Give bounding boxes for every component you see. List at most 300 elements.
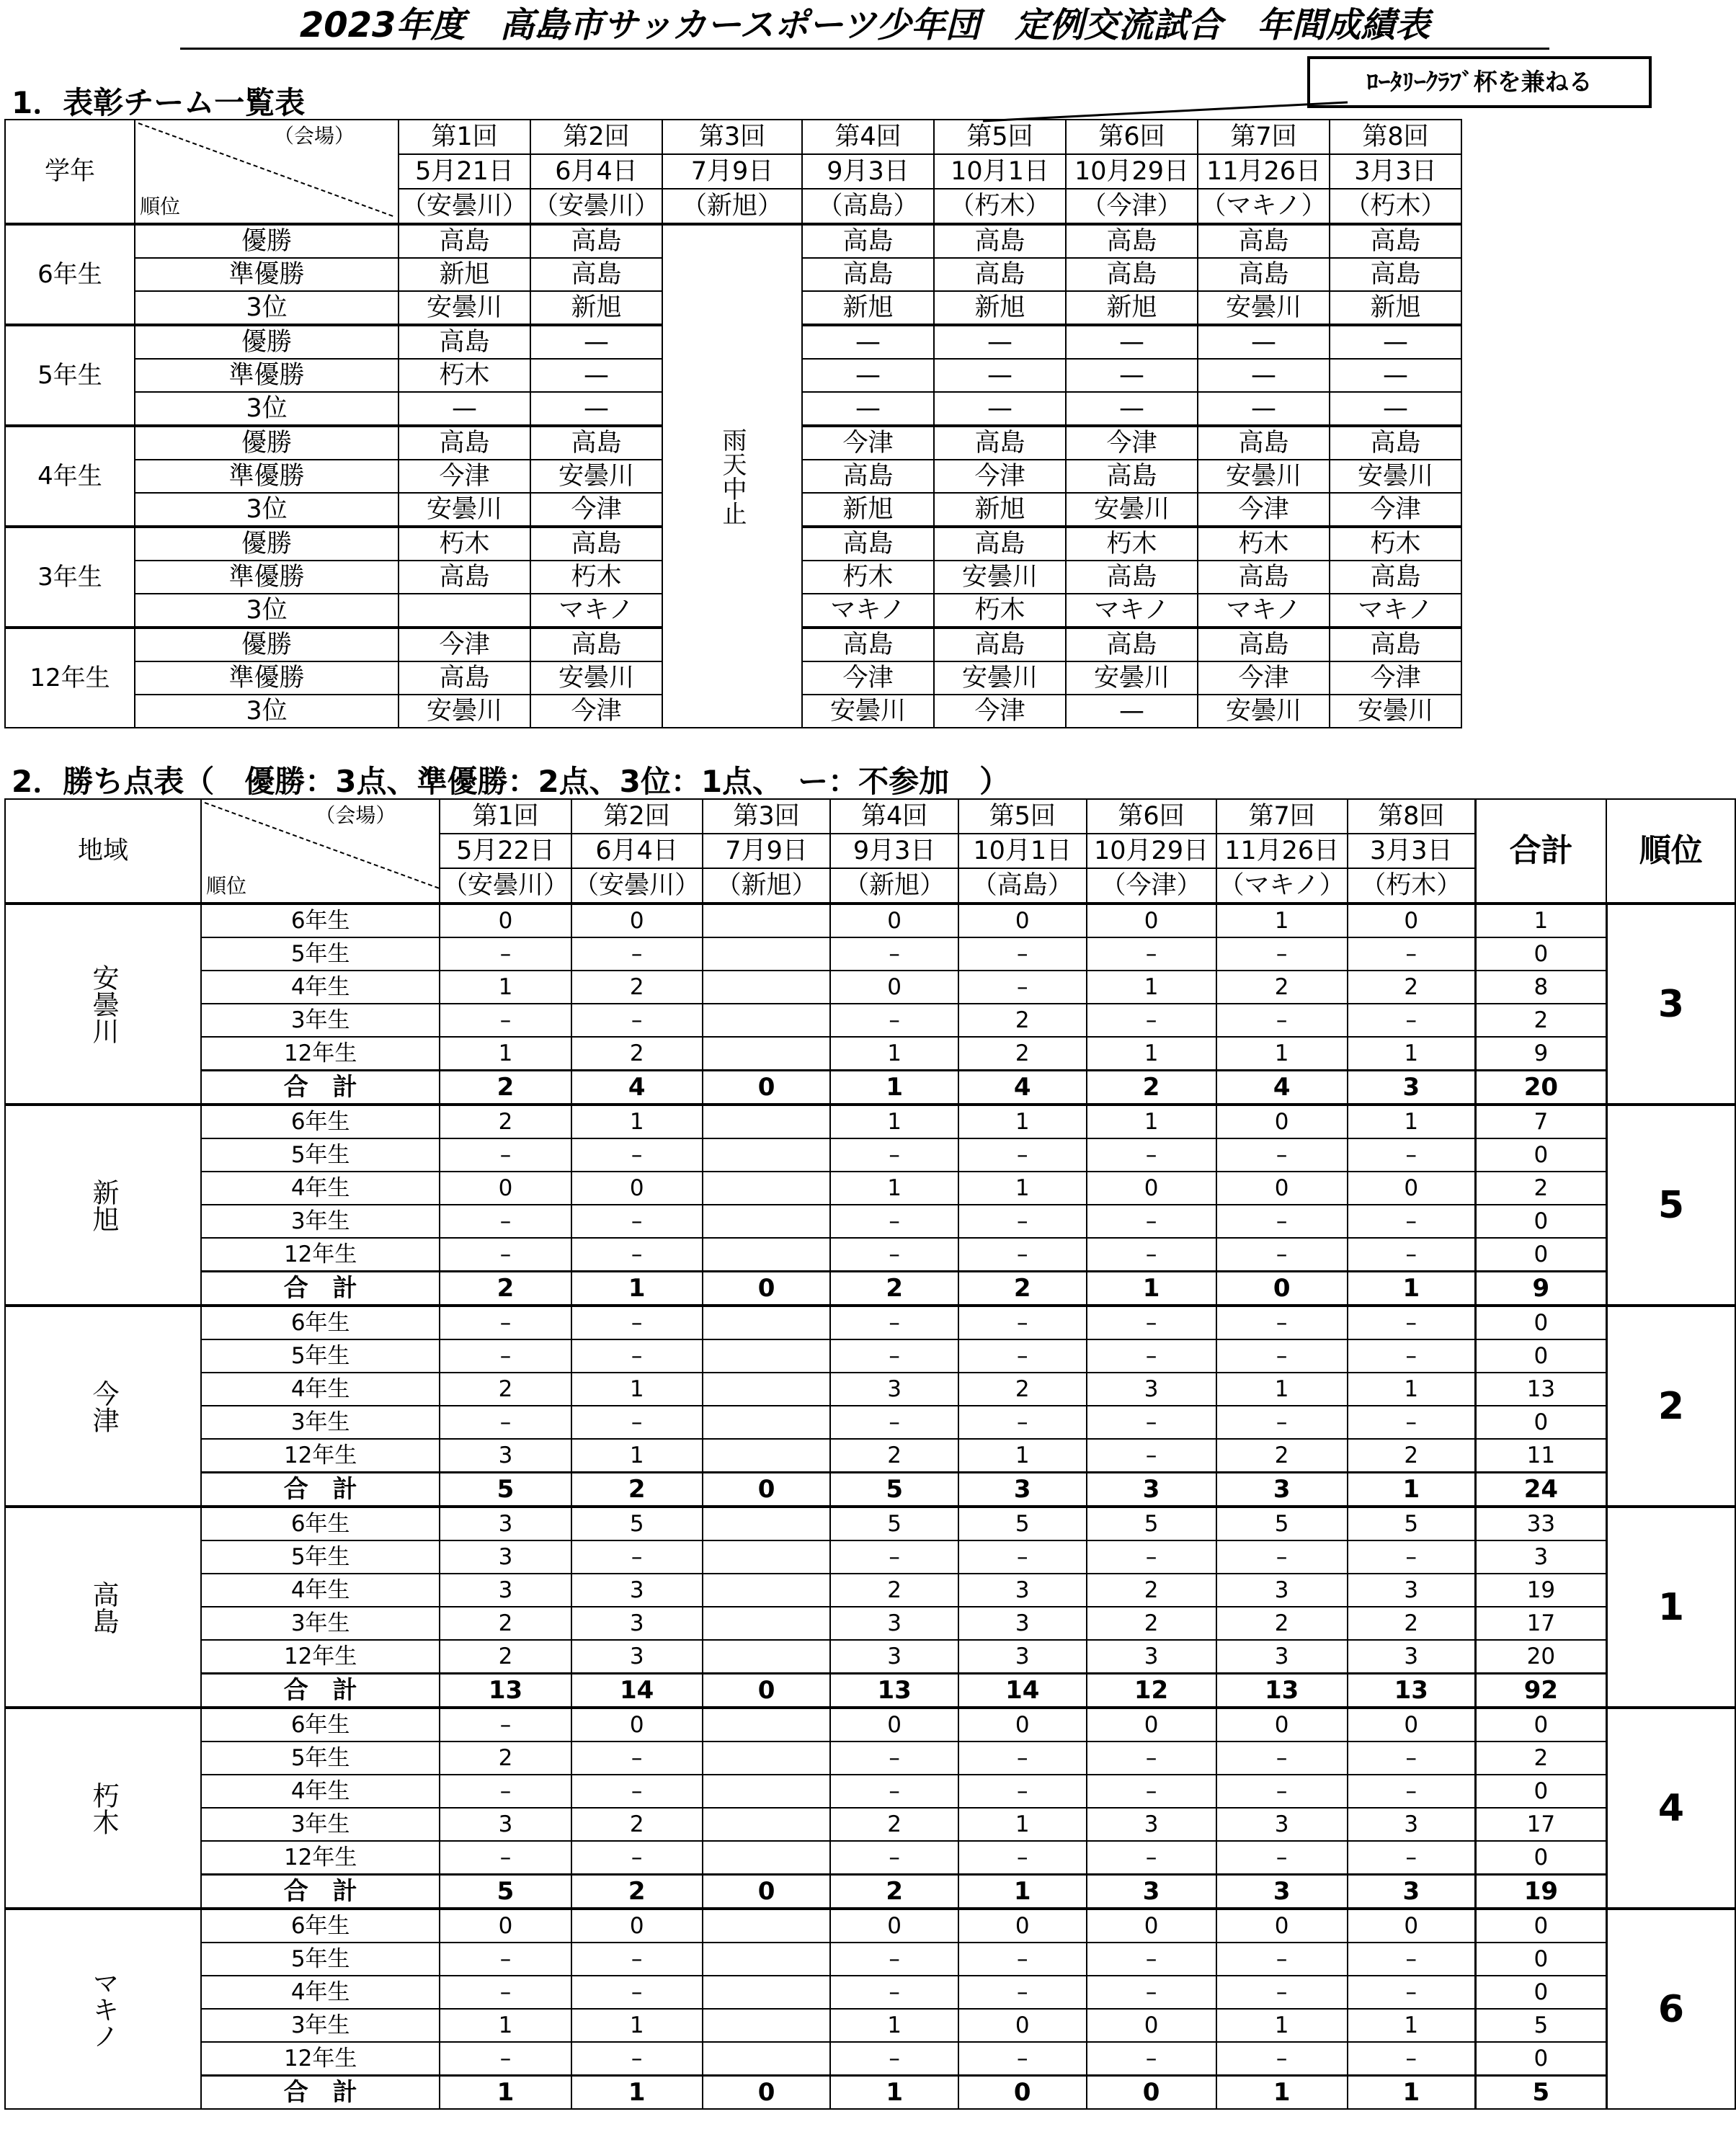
point-cell: 2 (1216, 971, 1348, 1004)
round-date: 9月3日 (802, 154, 934, 189)
point-cell: – (571, 1976, 703, 2009)
point-cell: – (1087, 937, 1216, 971)
point-cell: 5 (1216, 1507, 1348, 1540)
point-cell: – (830, 1841, 958, 1875)
point-cell: – (958, 1775, 1087, 1808)
grade-cell: 5年生 (201, 1742, 440, 1775)
point-cell: – (830, 1540, 958, 1574)
winner-cell: — (1330, 325, 1461, 359)
winner-cell: マキノ (1066, 594, 1198, 628)
points-row (5, 1339, 1735, 1373)
point-cell: 0 (440, 1909, 571, 1943)
sum-cell: 5 (440, 1875, 571, 1909)
winner-cell: 今津 (530, 493, 662, 527)
point-cell: 2 (440, 1607, 571, 1640)
point-cell: – (830, 937, 958, 971)
point-cell: 2 (440, 1640, 571, 1674)
row-total-cell: 0 (1475, 1943, 1606, 1976)
point-cell: 0 (1216, 1909, 1348, 1943)
winner-cell: 高島 (1330, 258, 1461, 291)
grade-cell: 4年生 (201, 1373, 440, 1406)
point-cell: 0 (1216, 1105, 1348, 1138)
venue-label: （会場） (315, 803, 396, 827)
point-cell: 0 (1087, 1708, 1216, 1742)
round-date: 5月22日 (440, 834, 571, 868)
sum-label: 合 計 (201, 1875, 440, 1909)
round-venue: （朽木） (934, 189, 1066, 224)
point-cell: 3 (830, 1373, 958, 1406)
point-cell: 0 (1087, 1909, 1216, 1943)
point-cell: – (1087, 1339, 1216, 1373)
place-cell: 優勝 (135, 527, 399, 561)
point-cell (703, 2042, 831, 2076)
points-row (5, 1105, 1735, 1138)
row-total-cell: 0 (1475, 1306, 1606, 1339)
grade-cell: 12年生 (201, 2042, 440, 2076)
point-cell: – (571, 1943, 703, 1976)
point-cell: – (571, 1406, 703, 1439)
winner-cell: マキノ (802, 594, 934, 628)
winner-cell: 安曇川 (399, 493, 530, 527)
point-cell: – (1216, 1742, 1348, 1775)
sum-cell: 1 (1087, 1272, 1216, 1306)
point-cell: – (1216, 937, 1348, 971)
point-cell: – (440, 1238, 571, 1272)
point-cell: – (571, 1138, 703, 1172)
grand-total-cell: 24 (1475, 1473, 1606, 1507)
winner-cell: — (1066, 325, 1198, 359)
grade-cell: 4年生 (201, 1976, 440, 2009)
points-row (5, 937, 1735, 971)
rank-cell: 4 (1606, 1708, 1735, 1909)
winner-cell: — (934, 359, 1066, 392)
total-header: 合計 (1475, 799, 1606, 904)
point-cell: 2 (830, 1808, 958, 1841)
round-venue: （マキノ） (1198, 189, 1330, 224)
rank-cell: 5 (1606, 1105, 1735, 1306)
point-cell: 1 (1216, 904, 1348, 937)
grand-total-cell: 5 (1475, 2076, 1606, 2110)
place-cell: 準優勝 (135, 359, 399, 392)
winner-cell: 今津 (1066, 426, 1198, 460)
winner-cell: 新旭 (802, 291, 934, 325)
round-date: 10月29日 (1066, 154, 1198, 189)
row-total-cell: 2 (1475, 1004, 1606, 1037)
round-date: 6月4日 (530, 154, 662, 189)
round-no: 第6回 (1066, 120, 1198, 154)
round-date: 11月26日 (1216, 834, 1348, 868)
point-cell: – (1216, 1138, 1348, 1172)
point-cell (703, 1574, 831, 1607)
point-cell (703, 937, 831, 971)
point-cell: 1 (571, 1105, 703, 1138)
point-cell: 3 (440, 1507, 571, 1540)
award-table (4, 119, 1462, 728)
point-cell: – (1348, 1742, 1476, 1775)
point-cell: – (440, 1406, 571, 1439)
winner-cell: 安曇川 (934, 561, 1066, 594)
points-row (5, 1406, 1735, 1439)
corner-cell (201, 799, 440, 904)
round-venue: （朽木） (1348, 868, 1476, 904)
point-cell: 2 (958, 1373, 1087, 1406)
point-cell: 0 (1087, 904, 1216, 937)
rank-header: 順位 (1606, 799, 1735, 904)
row-total-cell: 3 (1475, 1540, 1606, 1574)
point-cell: 1 (1216, 1373, 1348, 1406)
point-cell: 2 (1216, 1607, 1348, 1640)
point-cell: – (1216, 1943, 1348, 1976)
points-row (5, 1742, 1735, 1775)
sum-row (5, 1272, 1735, 1306)
row-total-cell: 0 (1475, 1238, 1606, 1272)
point-cell: – (830, 2042, 958, 2076)
round-date: 10月1日 (934, 154, 1066, 189)
sum-cell: 1 (1348, 2076, 1476, 2110)
point-cell: – (830, 1943, 958, 1976)
point-cell: – (571, 1339, 703, 1373)
sum-label: 合 計 (201, 1473, 440, 1507)
row-total-cell: 8 (1475, 971, 1606, 1004)
winner-cell: 新旭 (1330, 291, 1461, 325)
winner-cell: — (1066, 359, 1198, 392)
row-total-cell: 0 (1475, 1138, 1606, 1172)
round-no: 第4回 (802, 120, 934, 154)
sum-cell: 0 (703, 1473, 831, 1507)
place-cell: 優勝 (135, 325, 399, 359)
winner-cell: 朽木 (1198, 527, 1330, 561)
sum-cell: 13 (440, 1674, 571, 1708)
rain-cancel-cell: 雨天中止 (662, 224, 802, 728)
winner-cell: — (399, 392, 530, 426)
rotary-note: ﾛｰﾀﾘｰｸﾗﾌﾞ杯を兼ねる (1307, 56, 1652, 108)
point-cell: – (830, 1406, 958, 1439)
row-total-cell: 0 (1475, 1708, 1606, 1742)
points-row (5, 904, 1735, 937)
point-cell: 0 (830, 1708, 958, 1742)
points-table (4, 798, 1736, 2110)
row-total-cell: 9 (1475, 1037, 1606, 1071)
point-cell: 5 (1348, 1507, 1476, 1540)
point-cell: 1 (1348, 1105, 1476, 1138)
winner-cell: 朽木 (934, 594, 1066, 628)
point-cell: – (958, 971, 1087, 1004)
round-no: 第2回 (530, 120, 662, 154)
point-cell: – (1216, 1306, 1348, 1339)
point-cell (703, 1708, 831, 1742)
winner-cell: 安曇川 (1330, 460, 1461, 493)
row-total-cell: 2 (1475, 1742, 1606, 1775)
winner-cell: 朽木 (802, 561, 934, 594)
point-cell: 2 (830, 1439, 958, 1473)
place-cell: 3位 (135, 695, 399, 728)
venue-label: （会場） (273, 124, 355, 148)
point-cell (703, 1238, 831, 1272)
row-total-cell: 0 (1475, 1909, 1606, 1943)
winner-cell: 今津 (1330, 493, 1461, 527)
point-cell: – (830, 1205, 958, 1238)
winner-cell: 高島 (934, 258, 1066, 291)
point-cell: 3 (440, 1439, 571, 1473)
sum-label: 合 計 (201, 1071, 440, 1105)
round-date: 7月9日 (662, 154, 802, 189)
point-cell: – (830, 1742, 958, 1775)
point-cell (703, 1640, 831, 1674)
winner-cell: 高島 (1066, 628, 1198, 661)
points-row (5, 1607, 1735, 1640)
point-cell: 2 (1087, 1607, 1216, 1640)
point-cell (703, 1439, 831, 1473)
winner-cell: 高島 (934, 426, 1066, 460)
place-cell: 準優勝 (135, 661, 399, 695)
round-no: 第7回 (1216, 799, 1348, 834)
point-cell: 1 (958, 1105, 1087, 1138)
point-cell (703, 1540, 831, 1574)
point-cell: – (1348, 1238, 1476, 1272)
point-cell: – (1216, 1976, 1348, 2009)
winner-cell: 新旭 (934, 291, 1066, 325)
row-total-cell: 0 (1475, 1976, 1606, 2009)
point-cell (703, 2009, 831, 2042)
point-cell: – (1348, 1205, 1476, 1238)
points-row (5, 1808, 1735, 1841)
region-cell: マキノ (5, 1909, 201, 2109)
place-cell: 優勝 (135, 628, 399, 661)
winner-cell: 高島 (1066, 561, 1198, 594)
grade-cell: 3年生 (201, 1004, 440, 1037)
grade-cell: 5年生 (201, 1943, 440, 1976)
point-cell: – (440, 1775, 571, 1808)
winner-cell: 高島 (399, 426, 530, 460)
point-cell: – (1087, 1439, 1216, 1473)
sum-cell: 3 (958, 1473, 1087, 1507)
round-no: 第4回 (830, 799, 958, 834)
winner-cell: 今津 (802, 426, 934, 460)
point-cell: – (571, 1742, 703, 1775)
point-cell: – (571, 1841, 703, 1875)
grade-cell: 6年生 (201, 1708, 440, 1742)
row-total-cell: 20 (1475, 1640, 1606, 1674)
row-total-cell: 13 (1475, 1373, 1606, 1406)
row-total-cell: 1 (1475, 904, 1606, 937)
round-no: 第3回 (662, 120, 802, 154)
point-cell: – (958, 1138, 1087, 1172)
point-cell (703, 1306, 831, 1339)
point-cell: 2 (1348, 1607, 1476, 1640)
award-row (5, 224, 1461, 258)
point-cell: 0 (571, 1172, 703, 1205)
winner-cell: 朽木 (399, 527, 530, 561)
winner-cell: 高島 (1330, 426, 1461, 460)
place-cell: 準優勝 (135, 561, 399, 594)
winner-cell: 安曇川 (1198, 291, 1330, 325)
point-cell: – (958, 1540, 1087, 1574)
point-cell: – (571, 1306, 703, 1339)
rank-cell: 3 (1606, 904, 1735, 1105)
region-cell: 安曇川 (5, 904, 201, 1105)
grade-cell: 6年生 (201, 1507, 440, 1540)
point-cell: 5 (958, 1507, 1087, 1540)
points-row (5, 1238, 1735, 1272)
point-cell: – (1087, 1841, 1216, 1875)
sum-cell: 2 (1087, 1071, 1216, 1105)
sum-cell: 4 (958, 1071, 1087, 1105)
point-cell: 1 (1087, 1037, 1216, 1071)
point-cell: – (571, 1238, 703, 1272)
points-row (5, 1004, 1735, 1037)
grade-cell: 6年生 (201, 904, 440, 937)
sum-cell: 5 (440, 1473, 571, 1507)
point-cell: – (958, 1406, 1087, 1439)
point-cell (703, 1607, 831, 1640)
grade-cell: 12年生 (201, 1238, 440, 1272)
point-cell: 0 (958, 2009, 1087, 2042)
point-cell (703, 1339, 831, 1373)
section2-title: 2．勝ち点表（ 優勝：3点、準優勝：2点、3位：1点、 ー：不参加 ） (12, 764, 1010, 799)
sum-cell: 0 (1087, 2076, 1216, 2110)
point-cell: – (1216, 1339, 1348, 1373)
award-header-row (5, 120, 1461, 154)
grade-cell: 6年生 (201, 1306, 440, 1339)
point-cell: – (1087, 1976, 1216, 2009)
grade-cell: 5年生 (201, 1540, 440, 1574)
point-cell (703, 1373, 831, 1406)
point-cell: – (1348, 1004, 1476, 1037)
row-total-cell: 2 (1475, 1172, 1606, 1205)
points-row (5, 1943, 1735, 1976)
point-cell: – (1216, 1238, 1348, 1272)
points-row (5, 1306, 1735, 1339)
point-cell: 2 (1216, 1439, 1348, 1473)
sum-cell: 1 (958, 1875, 1087, 1909)
row-total-cell: 0 (1475, 937, 1606, 971)
rank-cell: 6 (1606, 1909, 1735, 2109)
point-cell: 1 (958, 1172, 1087, 1205)
winner-cell: 高島 (399, 325, 530, 359)
grade-cell: 4年生 (201, 1172, 440, 1205)
winner-cell: 朽木 (530, 561, 662, 594)
winner-cell: 高島 (1066, 258, 1198, 291)
sum-cell: 2 (571, 1473, 703, 1507)
point-cell: 0 (1348, 1909, 1476, 1943)
point-cell: – (440, 1708, 571, 1742)
round-venue: （朽木） (1330, 189, 1461, 224)
round-date: 3月3日 (1330, 154, 1461, 189)
point-cell: 1 (830, 2009, 958, 2042)
winner-cell: 高島 (530, 224, 662, 258)
winner-cell: 高島 (934, 527, 1066, 561)
winner-cell: — (802, 359, 934, 392)
sum-cell: 13 (1216, 1674, 1348, 1708)
winner-cell: — (1198, 325, 1330, 359)
point-cell: 5 (1087, 1507, 1216, 1540)
region-cell: 今津 (5, 1306, 201, 1507)
point-cell (703, 1808, 831, 1841)
winner-cell: 安曇川 (399, 291, 530, 325)
grade-cell: 4年生 (201, 1574, 440, 1607)
point-cell: 3 (1348, 1574, 1476, 1607)
point-cell: – (1087, 1205, 1216, 1238)
row-total-cell: 0 (1475, 1406, 1606, 1439)
winner-cell: 高島 (1330, 561, 1461, 594)
sum-cell: 3 (1348, 1875, 1476, 1909)
sum-cell: 4 (1216, 1071, 1348, 1105)
point-cell (703, 1909, 831, 1943)
winner-cell: 今津 (1330, 661, 1461, 695)
point-cell: 3 (1216, 1640, 1348, 1674)
grade-cell: 4年生 (5, 426, 135, 527)
point-cell: 2 (440, 1373, 571, 1406)
point-cell: 1 (571, 2009, 703, 2042)
winner-cell: — (1198, 392, 1330, 426)
point-cell: – (440, 937, 571, 971)
round-venue: （安曇川） (440, 868, 571, 904)
grade-cell: 3年生 (201, 1205, 440, 1238)
point-cell: 3 (1216, 1574, 1348, 1607)
point-cell: 0 (1216, 1172, 1348, 1205)
winner-cell: 安曇川 (1330, 695, 1461, 728)
point-cell (703, 1976, 831, 2009)
point-cell: – (958, 1943, 1087, 1976)
sum-label: 合 計 (201, 1674, 440, 1708)
winner-cell: 今津 (934, 460, 1066, 493)
region-cell: 朽木 (5, 1708, 201, 1909)
point-cell: 1 (830, 1105, 958, 1138)
sum-cell: 14 (958, 1674, 1087, 1708)
winner-cell: 安曇川 (934, 661, 1066, 695)
point-cell: – (830, 1306, 958, 1339)
point-cell: 3 (958, 1607, 1087, 1640)
point-cell: – (1348, 1339, 1476, 1373)
sum-cell: 2 (830, 1875, 958, 1909)
point-cell: 0 (958, 904, 1087, 937)
grade-cell: 12年生 (201, 1841, 440, 1875)
winner-cell: 高島 (1330, 628, 1461, 661)
grade-header: 学年 (5, 120, 135, 224)
point-cell: 2 (440, 1105, 571, 1138)
grade-cell: 6年生 (5, 224, 135, 325)
winner-cell: 高島 (1198, 426, 1330, 460)
point-cell: – (440, 1943, 571, 1976)
point-cell: 2 (440, 1742, 571, 1775)
winner-cell: — (1066, 695, 1198, 728)
winner-cell: 今津 (399, 460, 530, 493)
point-cell: 2 (830, 1574, 958, 1607)
round-venue: （新旭） (830, 868, 958, 904)
point-cell: 3 (440, 1808, 571, 1841)
row-total-cell: 33 (1475, 1507, 1606, 1540)
row-total-cell: 5 (1475, 2009, 1606, 2042)
point-cell: – (571, 937, 703, 971)
point-cell: 0 (571, 1708, 703, 1742)
point-cell: 0 (958, 1708, 1087, 1742)
sum-cell: 2 (830, 1272, 958, 1306)
round-no: 第6回 (1087, 799, 1216, 834)
point-cell: 1 (571, 1439, 703, 1473)
point-cell (703, 1205, 831, 1238)
point-cell: 1 (1216, 2009, 1348, 2042)
point-cell: – (1348, 1406, 1476, 1439)
round-venue: （安曇川） (530, 189, 662, 224)
point-cell: 0 (1348, 904, 1476, 937)
winner-cell: 高島 (802, 527, 934, 561)
round-date: 7月9日 (703, 834, 831, 868)
sum-cell: 1 (830, 2076, 958, 2110)
points-row (5, 1507, 1735, 1540)
grade-cell: 6年生 (201, 1105, 440, 1138)
point-cell (703, 971, 831, 1004)
points-row (5, 1205, 1735, 1238)
